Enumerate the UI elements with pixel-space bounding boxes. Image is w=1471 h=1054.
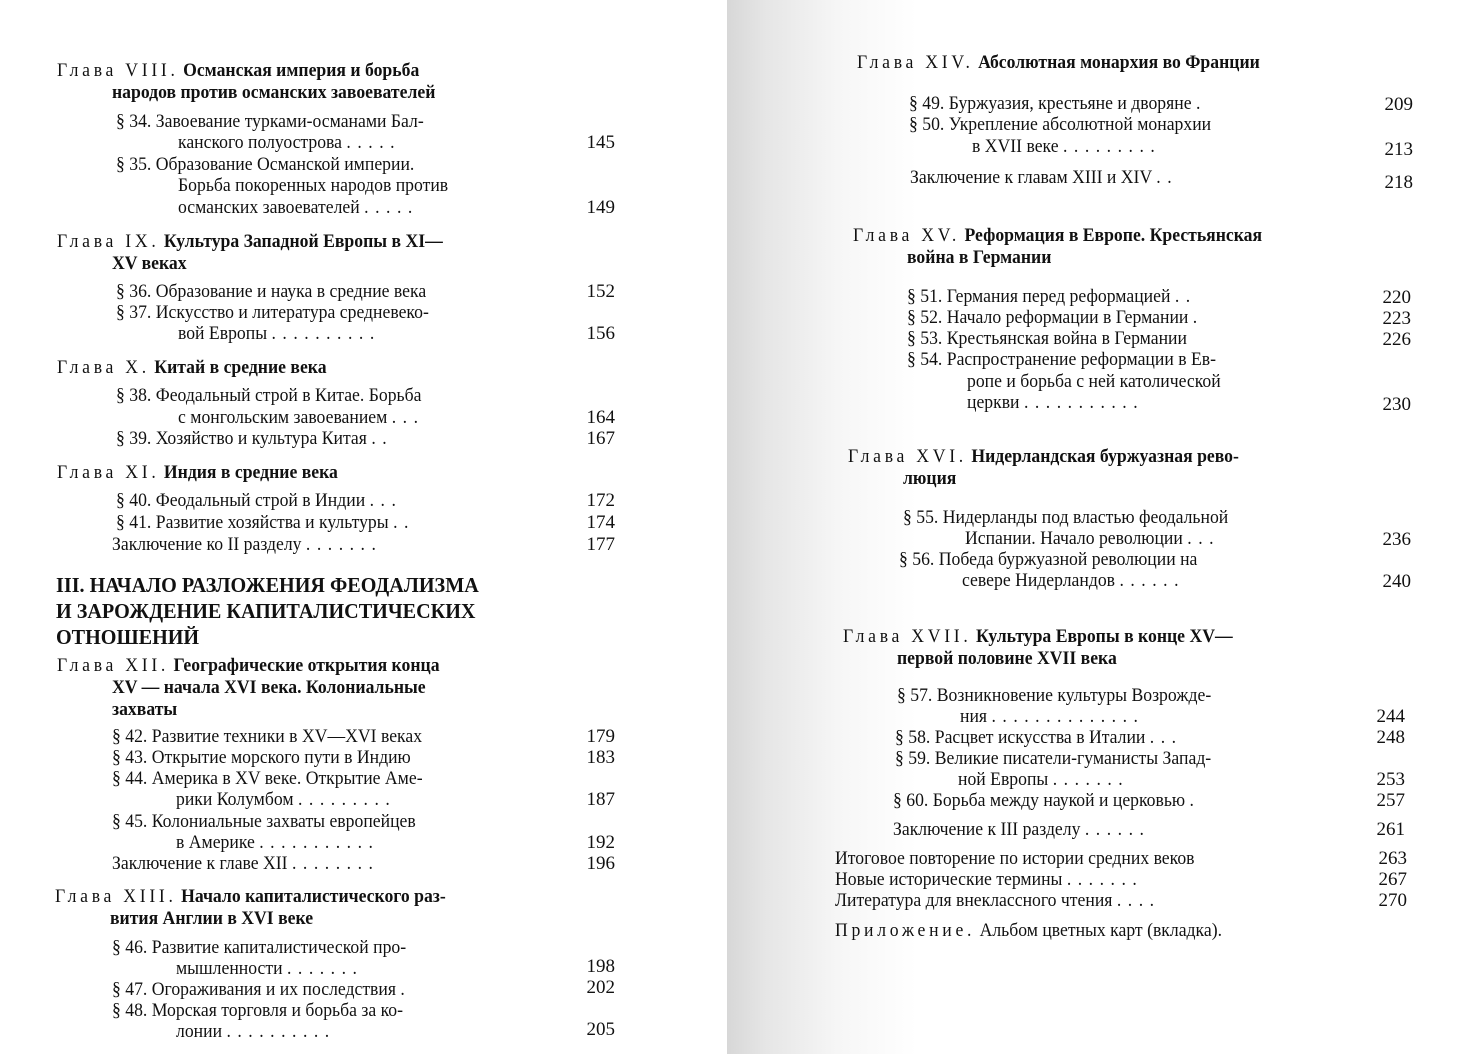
chapter-title: Географические открытия конца	[173, 655, 440, 676]
page-number: 145	[586, 132, 615, 153]
entry-title: Начало реформации в Германии	[946, 307, 1189, 328]
entry-title: Завоевание турками-османами Бал-	[155, 111, 424, 132]
entry-title: Образование и наука в средние века	[155, 281, 427, 302]
entry-title-cont: ной Европы .......	[958, 769, 1130, 790]
entry-title: Укрепление абсолютной монархии	[948, 114, 1212, 135]
section-number: § 60.	[893, 790, 929, 811]
page-number: 267	[1378, 869, 1407, 890]
section-number: § 53.	[907, 328, 943, 349]
chapter-label: Глава IX.	[57, 231, 160, 252]
page-number: 202	[586, 977, 615, 998]
entry-title: Искусство и литература средневеко-	[155, 302, 429, 323]
entry-title: Буржуазия, крестьяне и дворяне	[948, 93, 1192, 114]
toc-entry	[112, 726, 422, 748]
chapter-heading	[57, 60, 419, 82]
entry-title: Победа буржуазной революции на	[938, 549, 1198, 570]
section-number: § 38.	[116, 385, 152, 406]
left-page	[0, 0, 727, 1054]
page-number: 270	[1378, 890, 1407, 911]
entry-title: Возникновение культуры Возрожде-	[936, 685, 1212, 706]
entry-title-cont: в Америке ...........	[176, 832, 380, 853]
chapter-label: Глава XIV.	[857, 52, 974, 73]
toc-entry: § 51. Германия перед реформацией ..	[907, 286, 1197, 307]
chapter-heading	[843, 626, 1233, 648]
entry-title-cont: лонии ..........	[176, 1021, 336, 1042]
page-number: 177	[586, 534, 615, 555]
section-number: § 56.	[899, 549, 935, 570]
entry-title: Америка в XV веке. Открытие Аме-	[151, 768, 423, 789]
page-number: 236	[1382, 529, 1411, 550]
toc-entry	[116, 281, 426, 303]
page-number: 164	[586, 407, 615, 428]
entry-title: Развитие капиталистической про-	[151, 937, 407, 958]
entry-title: Великие писатели-гуманисты Запад-	[934, 748, 1212, 769]
chapter-title-cont: люция	[903, 468, 957, 489]
entry-title-cont: рики Колумбом .........	[176, 789, 397, 810]
entry-title: Германия перед реформацией	[946, 286, 1171, 307]
chapter-title: Реформация в Европе. Крестьянская	[964, 225, 1263, 246]
entry-title: Расцвет искусства в Италии	[934, 727, 1146, 748]
chapter-title: Абсолютная монархия во Франции	[978, 52, 1260, 73]
toc-entry: § 40. Феодальный строй в Индии ...	[116, 490, 403, 511]
section-number: § 45.	[112, 811, 148, 832]
chapter-title-cont: XV веках	[112, 253, 187, 274]
page-number: 248	[1376, 727, 1405, 748]
toc-entry	[899, 549, 1197, 571]
page-number: 240	[1382, 571, 1411, 592]
page-number: 192	[586, 832, 615, 853]
section-number: § 54.	[907, 349, 943, 370]
page-number: 263	[1378, 848, 1407, 869]
toc-entry: § 39. Хозяйство и культура Китая ..	[116, 428, 394, 449]
entry-title-cont: ропе и борьба с ней католической	[967, 371, 1221, 392]
chapter-title: Османская империя и борьба	[183, 60, 420, 81]
back-matter-entry: Итоговое повторение по истории средних веков	[835, 848, 1195, 869]
right-page	[727, 0, 1471, 1054]
section-number: § 50.	[909, 114, 945, 135]
page-number: 244	[1376, 706, 1405, 727]
appendix-entry	[835, 920, 1222, 942]
section-number: § 47.	[112, 979, 148, 1000]
toc-entry: § 52. Начало реформации в Германии .	[907, 307, 1204, 328]
entry-title-cont: Испании. Начало революции ...	[965, 528, 1221, 549]
toc-entry	[909, 114, 1211, 136]
page-number: 198	[586, 956, 615, 977]
entry-title: Борьба между наукой и церковью	[932, 790, 1186, 811]
section-number: § 35.	[116, 154, 152, 175]
toc-entry	[116, 385, 421, 407]
section-number: § 49.	[909, 93, 945, 114]
chapter-title-cont: вития Англии в XVI веке	[110, 908, 314, 929]
entry-title: Крестьянская война в Германии	[946, 328, 1187, 349]
toc-entry	[907, 328, 1187, 350]
entry-title: Развитие техники в XV—XVI веках	[151, 726, 423, 747]
entry-title: Феодальный строй в Китае. Борьба	[155, 385, 422, 406]
chapter-heading	[57, 655, 440, 677]
entry-title: Хозяйство и культура Китая	[155, 428, 367, 449]
page-number: 230	[1382, 394, 1411, 415]
toc-entry	[112, 937, 406, 959]
page-number: 226	[1382, 329, 1411, 350]
entry-title: Образование Османской империи.	[155, 154, 415, 175]
toc-entry	[907, 349, 1216, 371]
entry-title: Нидерланды под властью феодальной	[942, 507, 1229, 528]
page-number: 257	[1376, 790, 1405, 811]
conclusion-entry: Заключение к III разделу ......	[893, 819, 1151, 840]
section-number: § 48.	[112, 1000, 148, 1021]
entry-title: Морская торговля и борьба за ко-	[151, 1000, 404, 1021]
section-number: § 43.	[112, 747, 148, 768]
entry-title: Огораживания и их последствия	[151, 979, 396, 1000]
page-number: 187	[586, 789, 615, 810]
section-number: § 34.	[116, 111, 152, 132]
chapter-label: Глава XV.	[853, 225, 961, 246]
section-number: § 40.	[116, 490, 152, 511]
entry-title: Развитие хозяйства и культуры	[155, 512, 389, 533]
page-number: 156	[586, 323, 615, 344]
chapter-heading	[857, 52, 1260, 74]
back-matter-entry: Новые исторические термины .......	[835, 869, 1144, 890]
chapter-title-cont: XV — начала XVI века. Колониальные	[112, 677, 426, 698]
chapter-label: Глава XVII.	[843, 626, 972, 647]
entry-title: Феодальный строй в Индии	[155, 490, 366, 511]
entry-title-cont: османских завоевателей .....	[178, 197, 419, 218]
section-number: § 57.	[897, 685, 933, 706]
conclusion-entry: Заключение ко II разделу .......	[112, 534, 383, 555]
chapter-title-cont: война в Германии	[907, 247, 1052, 268]
part-heading: III. НАЧАЛО РАЗЛОЖЕНИЯ ФЕОДАЛИЗМА	[56, 573, 479, 597]
page-number: 261	[1376, 819, 1405, 840]
section-number: § 46.	[112, 937, 148, 958]
page-number: 196	[586, 853, 615, 874]
section-number: § 36.	[116, 281, 152, 302]
toc-entry: § 60. Борьба между наукой и церковью .	[893, 790, 1201, 811]
page-number: 205	[586, 1019, 615, 1040]
conclusion-entry: Заключение к главе XII ........	[112, 853, 380, 874]
chapter-heading	[853, 225, 1262, 247]
toc-entry	[895, 748, 1211, 770]
toc-entry: § 49. Буржуазия, крестьяне и дворяне .	[909, 93, 1207, 114]
page-number: 167	[586, 428, 615, 449]
chapter-heading	[57, 231, 443, 253]
entry-title: Колониальные захваты европейцев	[151, 811, 416, 832]
section-number: § 52.	[907, 307, 943, 328]
chapter-title: Индия в средние века	[163, 462, 338, 483]
chapter-heading	[55, 886, 446, 908]
conclusion-entry: Заключение к главам XIII и XIV ..	[910, 167, 1179, 188]
toc-entry	[112, 811, 416, 833]
section-number: § 39.	[116, 428, 152, 449]
chapter-label: Глава XI.	[57, 462, 160, 483]
chapter-label: Глава XII.	[57, 655, 170, 676]
chapter-label: Глава XVI.	[848, 446, 967, 467]
section-number: § 37.	[116, 302, 152, 323]
entry-title-cont: церкви ...........	[967, 392, 1145, 413]
section-number: § 51.	[907, 286, 943, 307]
page-number: 209	[1384, 94, 1413, 115]
appendix-label: Приложение.	[835, 920, 976, 941]
page-number: 223	[1382, 308, 1411, 329]
section-number: § 58.	[895, 727, 931, 748]
appendix-text: Альбом цветных карт (вкладка).	[979, 920, 1222, 941]
chapter-title: Китай в средние века	[154, 357, 327, 378]
part-heading: И ЗАРОЖДЕНИЕ КАПИТАЛИСТИЧЕСКИХ	[56, 599, 476, 623]
toc-entry	[903, 507, 1228, 529]
chapter-title: Нидерландская буржуазная рево-	[971, 446, 1239, 467]
chapter-label: Глава XIII.	[55, 886, 177, 907]
section-number: § 42.	[112, 726, 148, 747]
toc-entry: § 41. Развитие хозяйства и культуры ..	[116, 512, 415, 533]
page-number: 174	[586, 512, 615, 533]
toc-entry	[116, 154, 414, 176]
chapter-title-cont: народов против османских завоевателей	[112, 82, 436, 103]
entry-title-cont: в XVII веке .........	[972, 136, 1162, 157]
chapter-title: Культура Западной Европы в XI—	[163, 231, 443, 252]
entry-title-cont: канского полуострова .....	[178, 132, 402, 153]
page-number: 213	[1384, 139, 1413, 160]
section-number: § 59.	[895, 748, 931, 769]
toc-entry	[112, 1000, 403, 1022]
chapter-heading	[57, 462, 338, 484]
entry-title: Распространение реформации в Ев-	[946, 349, 1216, 370]
entry-title-cont: вой Европы ..........	[178, 323, 381, 344]
section-number: § 44.	[112, 768, 148, 789]
chapter-title-cont: первой половине XVII века	[897, 648, 1117, 669]
page-number: 149	[586, 197, 615, 218]
entry-title-cont: севере Нидерландов ......	[962, 570, 1186, 591]
page-number: 218	[1384, 172, 1413, 193]
chapter-label: Глава X.	[57, 357, 150, 378]
toc-entry	[116, 302, 429, 324]
toc-entry	[112, 747, 411, 769]
chapter-title-cont: захваты	[112, 699, 178, 720]
toc-entry: § 58. Расцвет искусства в Италии ...	[895, 727, 1183, 748]
chapter-heading	[848, 446, 1239, 468]
page-number: 220	[1382, 287, 1411, 308]
entry-title-cont: Борьба покоренных народов против	[178, 175, 449, 196]
chapter-title: Начало капиталистического раз-	[181, 886, 446, 907]
entry-title: Открытие морского пути в Индию	[151, 747, 411, 768]
page-number: 152	[586, 281, 615, 302]
entry-title-cont: ния ..............	[960, 706, 1145, 727]
chapter-label: Глава VIII.	[57, 60, 179, 81]
toc-entry	[897, 685, 1211, 707]
toc-entry: § 47. Огораживания и их последствия .	[112, 979, 412, 1000]
entry-title-cont: с монгольским завоеванием ...	[178, 407, 425, 428]
entry-title-cont: мышленности .......	[176, 958, 364, 979]
page-number: 179	[586, 726, 615, 747]
page-number: 183	[586, 747, 615, 768]
section-number: § 41.	[116, 512, 152, 533]
page-number: 253	[1376, 769, 1405, 790]
chapter-heading	[57, 357, 327, 379]
page-number: 172	[586, 490, 615, 511]
toc-entry	[116, 111, 424, 133]
chapter-title: Культура Европы в конце XV—	[975, 626, 1233, 647]
back-matter-entry: Литература для внеклассного чтения ....	[835, 890, 1161, 911]
part-heading: ОТНОШЕНИЙ	[56, 625, 200, 649]
toc-entry	[112, 768, 423, 790]
section-number: § 55.	[903, 507, 939, 528]
